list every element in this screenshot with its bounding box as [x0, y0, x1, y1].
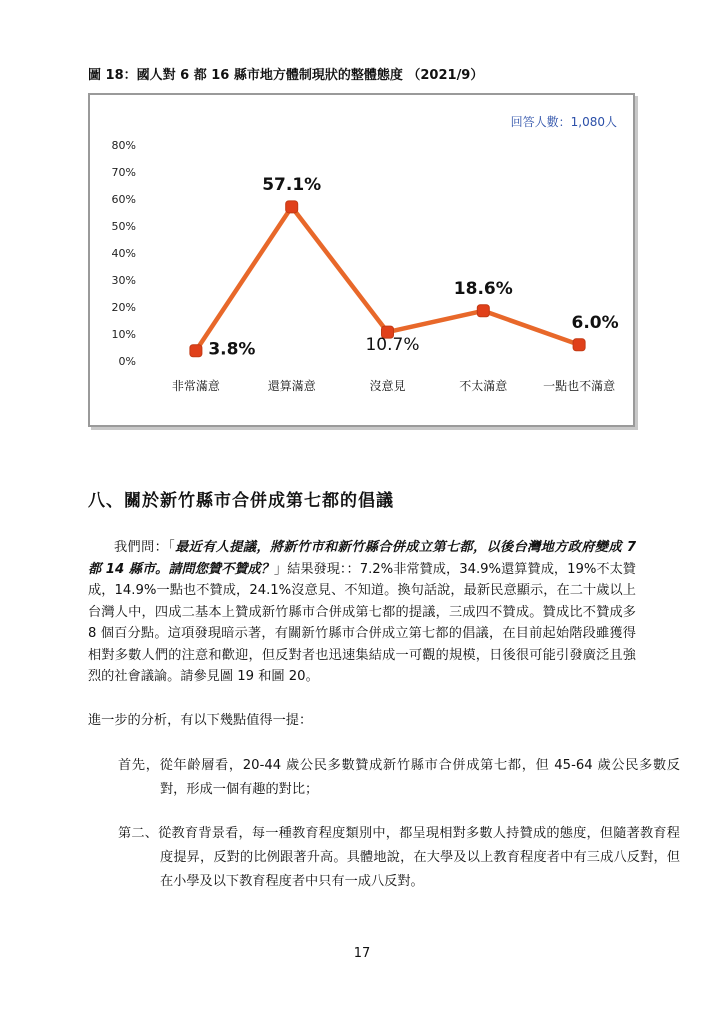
analysis-item-age: 首先，從年齡層看，20-44 歲公民多數贊成新竹縣市合併成第七都，但 45-64 歲公民多數反對，形成一個有趣的對比；: [118, 758, 680, 797]
data-label: 3.8%: [208, 339, 256, 360]
y-tick-label: 30%: [111, 274, 136, 287]
y-tick-label: 70%: [111, 166, 136, 179]
y-tick-label: 40%: [111, 247, 136, 260]
y-tick-label: 20%: [111, 301, 136, 314]
data-point: [286, 201, 298, 213]
data-point: [190, 345, 202, 357]
paragraph-further-analysis: 進一步的分析，有以下幾點值得一提：: [88, 713, 313, 728]
line-chart: [90, 95, 633, 425]
figure-caption: 圖 18：國人對 6 都 16 縣市地方體制現狀的整體態度 （2021/9）: [88, 68, 484, 83]
paragraph-lead: 我們問：「: [114, 540, 176, 555]
data-point: [477, 305, 489, 317]
x-tick-label: 非常滿意: [171, 379, 220, 393]
section-heading: 八、關於新竹縣市合併成第七都的倡議: [88, 491, 394, 511]
chart-container: [88, 93, 635, 427]
data-label: 10.7%: [365, 335, 420, 356]
data-label: 6.0%: [571, 312, 619, 333]
x-tick-label: 沒意見: [369, 379, 406, 393]
y-tick-label: 50%: [111, 220, 136, 233]
paragraph-question-results: [88, 537, 636, 688]
data-point: [573, 339, 585, 351]
y-tick-label: 60%: [111, 193, 136, 206]
paragraph-results: 」結果發現：：7.2%非常贊成，34.9%還算贊成，19%不太贊成，14.9%一點也不贊成，24.1%沒意見、不知道。換句話說，最新民意顯示，在二十歲以上台灣人中，四成二基本上贊成新竹縣市合併成第七都的提議，三成四不贊成。贊成比不贊成多 8 個百分點。這項發現暗示著，有關新竹縣市合併成立第七都的倡議，在目前起始階段雖獲得相對多數人們的注意和歡迎，但反對者也迅速集結成一可觀的規模，日後很可能引發廣泛且強烈的社會議論。請參見圖 19 和圖 20。: [88, 561, 636, 684]
survey-question: 最近有人提議，將新竹市和新竹縣合併成立第七都，以後台灣地方政府變成 7 都 14 縣市。請問您贊不贊成？: [88, 540, 637, 577]
x-tick-label: 不太滿意: [459, 379, 508, 393]
page-number: 17: [353, 946, 371, 961]
y-tick-label: 10%: [111, 328, 136, 341]
y-tick-label: 0%: [118, 355, 136, 368]
respondents-note: 回答人數：1,080人: [510, 115, 617, 129]
data-label: 57.1%: [262, 174, 322, 195]
x-tick-label: 還算滿意: [267, 379, 316, 393]
y-tick-label: 80%: [111, 139, 136, 152]
data-label: 18.6%: [453, 278, 513, 299]
analysis-item-education: 第二、從教育背景看，每一種教育程度類別中，都呈現相對多數人持贊成的態度，但隨著教育程度提昇，反對的比例跟著升高。具體地說，在大學及以上教育程度者中有三成八反對，但在小學及以下教育程度者中只有一成八反對。: [118, 826, 680, 889]
x-tick-label: 一點也不滿意: [543, 379, 616, 393]
